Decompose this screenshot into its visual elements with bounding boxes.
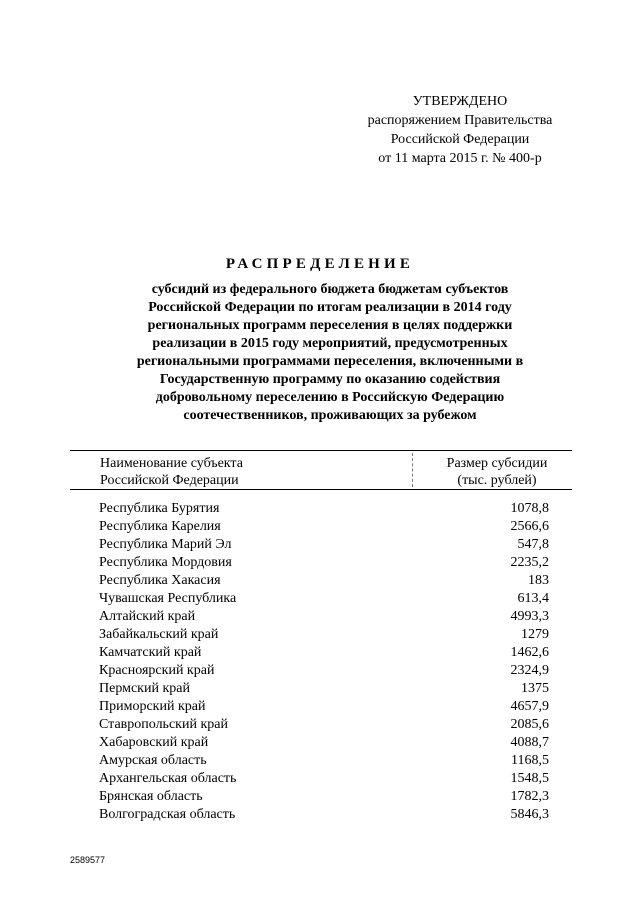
approval-block xyxy=(330,92,590,168)
subject-name: Чувашская Республика xyxy=(99,591,237,606)
subsidy-amount: 1279 xyxy=(521,627,549,642)
table-header xyxy=(70,450,572,490)
subject-name: Забайкальский край xyxy=(99,627,219,642)
table-row xyxy=(99,608,549,626)
column-header-amount-line2: (тыс. рублей) xyxy=(457,473,537,488)
column-header-subject-line1: Наименование субъекта xyxy=(100,456,243,471)
subtitle-line: Российской Федерации по итогам реализации в 2014 году xyxy=(148,300,512,315)
subsidy-amount: 1078,8 xyxy=(510,501,549,516)
table-row xyxy=(99,572,549,590)
subsidy-amount: 4657,9 xyxy=(510,699,549,714)
subsidy-amount: 2324,9 xyxy=(510,663,549,678)
subject-name: Республика Марий Эл xyxy=(99,537,232,552)
table-row xyxy=(99,734,549,752)
table-row xyxy=(99,770,549,788)
subsidy-amount: 2235,2 xyxy=(510,555,549,570)
subsidy-amount: 4993,3 xyxy=(510,609,549,624)
column-header-amount xyxy=(422,455,572,489)
subtitle-line: соотечественников, проживающих за рубежом xyxy=(183,408,477,423)
table-row xyxy=(99,518,549,536)
subtitle-line: добровольному переселению в Российскую Федерацию xyxy=(155,390,505,405)
document-subtitle xyxy=(70,281,590,425)
table-row xyxy=(99,662,549,680)
table-row xyxy=(99,536,549,554)
column-header-subject-line2: Российской Федерации xyxy=(100,473,239,488)
subject-name: Республика Хакасия xyxy=(99,573,221,588)
column-header-amount-line1: Размер субсидии xyxy=(446,456,548,471)
subtitle-line: реализации в 2015 году мероприятий, предусмотренных xyxy=(152,336,508,351)
table-row xyxy=(99,788,549,806)
subtitle-line: Государственную программу по оказанию содействия xyxy=(159,372,501,387)
subject-name: Республика Бурятия xyxy=(99,501,220,516)
subsidy-amount: 1548,5 xyxy=(510,771,549,786)
subject-name: Приморский край xyxy=(99,699,206,714)
approval-line-decree: распоряжением Правительства xyxy=(367,113,553,128)
subject-name: Республика Мордовия xyxy=(99,555,232,570)
table-row xyxy=(99,554,549,572)
subject-name: Камчатский край xyxy=(99,645,202,660)
table-row xyxy=(99,590,549,608)
subject-name: Амурская область xyxy=(99,753,207,768)
table-row xyxy=(99,806,549,824)
subject-name: Республика Карелия xyxy=(99,519,221,534)
subject-name: Хабаровский край xyxy=(99,735,209,750)
subject-name: Алтайский край xyxy=(99,609,196,624)
subject-name: Ставропольский край xyxy=(99,717,228,732)
subsidy-amount: 183 xyxy=(528,573,549,588)
table-body xyxy=(99,500,549,824)
subsidy-amount: 1462,6 xyxy=(510,645,549,660)
document-code: 2589577 xyxy=(70,855,106,865)
column-header-subject xyxy=(100,455,243,489)
table-row xyxy=(99,716,549,734)
subsidy-amount: 1782,3 xyxy=(510,789,549,804)
table-row xyxy=(99,680,549,698)
table-row xyxy=(99,644,549,662)
subsidy-amount: 4088,7 xyxy=(510,735,549,750)
subsidy-amount: 1375 xyxy=(521,681,549,696)
approval-title: УТВЕРЖДЕНО xyxy=(412,94,508,109)
subject-name: Брянская область xyxy=(99,789,203,804)
subsidy-amount: 613,4 xyxy=(517,591,549,606)
subject-name: Волгоградская область xyxy=(99,807,236,822)
subject-name: Пермский край xyxy=(99,681,190,696)
approval-line-date: от 11 марта 2015 г. № 400-р xyxy=(378,151,542,166)
column-divider xyxy=(412,453,413,487)
subject-name: Красноярский край xyxy=(99,663,215,678)
table-row xyxy=(99,752,549,770)
document-heading: РАСПРЕДЕЛЕНИЕ xyxy=(225,256,415,272)
subsidy-amount: 2085,6 xyxy=(510,717,549,732)
subtitle-line: региональных программ переселения в целях поддержки xyxy=(147,318,513,333)
subsidy-amount: 2566,6 xyxy=(510,519,549,534)
subsidy-amount: 1168,5 xyxy=(511,753,549,768)
subject-name: Архангельская область xyxy=(99,771,237,786)
subtitle-line: субсидий из федерального бюджета бюджетам субъектов xyxy=(151,282,509,297)
approval-line-federation: Российской Федерации xyxy=(390,132,530,147)
subsidy-amount: 547,8 xyxy=(517,537,549,552)
table-row xyxy=(99,698,549,716)
table-row xyxy=(99,626,549,644)
subsidy-amount: 5846,3 xyxy=(510,807,549,822)
table-row xyxy=(99,500,549,518)
subtitle-line: региональными программами переселения, включенными в xyxy=(136,354,524,369)
